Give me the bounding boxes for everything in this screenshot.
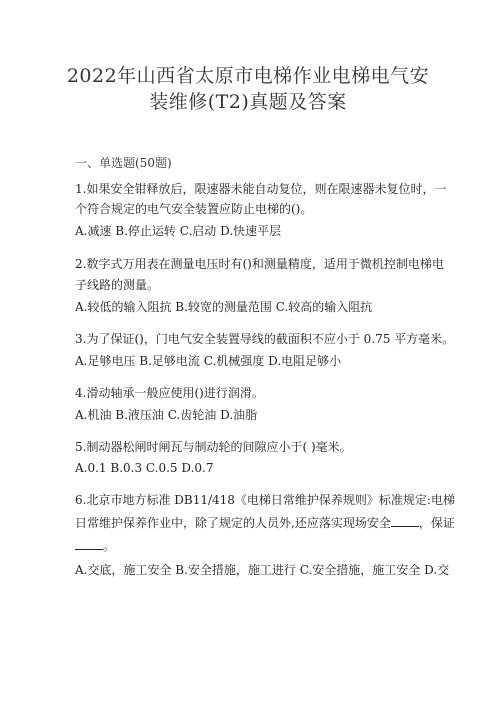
question-2-line-1: 2.数字式万用表在测量电压时有()和测量精度，适用于微机控制电梯电 [75, 257, 444, 271]
question-5-options: A.0.1 B.0.3 C.0.5 D.0.7 [75, 461, 214, 475]
question-3-options: A.足够电压 B.足够电流 C.机械强度 D.电阻足够小 [75, 354, 342, 368]
answer-blank [75, 538, 103, 550]
document-title-line-2: 装维修(T2)真题及答案 [149, 91, 347, 113]
question-6-line-1: 6.北京市地方标准 DB11/418《电梯日常维护保养规则》标准规定:电梯 [75, 493, 455, 507]
question-6-line-2-tail: ，保证 [418, 516, 455, 530]
document-title-line-1: 2022年山西省太原市电梯作业电梯电气安 [66, 65, 430, 87]
question-6-line-3 [75, 538, 425, 554]
question-3-line-1: 3.为了保证()，门电气安全装置导线的截面积不应小于 0.75 平方毫米。 [75, 332, 455, 346]
answer-blank [391, 515, 419, 527]
question-1-line-1: 1.如果安全钳释放后，限速器未能自动复位，则在限速器未复位时，一 [75, 182, 447, 196]
question-4-line-1: 4.滑动轴承一般应使用()进行润滑。 [75, 386, 264, 400]
question-6-options: A.交底，施工安全 B.安全措施，施工进行 C.安全措施，施工安全 D.交 [75, 563, 450, 577]
question-1-line-2: 个符合规定的电气安全装置应防止电梯的()。 [75, 202, 313, 216]
question-2-line-2: 子线路的测量。 [75, 278, 160, 292]
question-4-options: A.机油 B.液压油 C.齿轮油 D.油脂 [75, 408, 258, 422]
question-6-line-2-text: 日常维护保养作业中，除了规定的人员外,还应落实现场安全 [75, 516, 391, 530]
question-2-options: A.较低的输入阻抗 B.较宽的测量范围 C.较高的输入阻抗 [75, 300, 373, 314]
question-1-options: A.减速 B.停止运转 C.启动 D.快速平层 [75, 224, 282, 238]
section-heading: 一、单选题(50题) [75, 156, 172, 170]
question-5-line-1: 5.制动器松闸时闸瓦与制动轮的间隙应小于( )毫米。 [75, 440, 352, 454]
question-6-line-2 [75, 515, 455, 531]
question-6-line-3-text: 。 [103, 539, 116, 553]
